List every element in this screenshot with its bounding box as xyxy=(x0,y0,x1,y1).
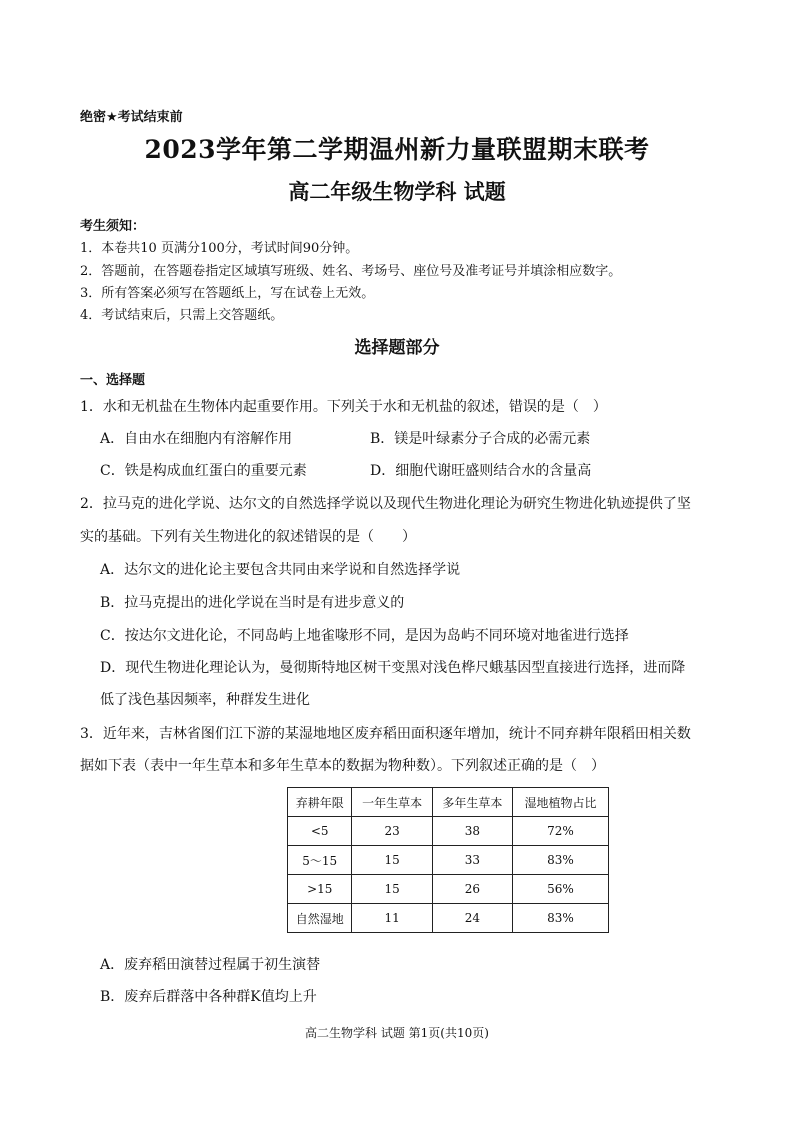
table-cell: 15 xyxy=(352,875,432,904)
table-cell: 83% xyxy=(512,904,608,933)
question-3-stem: 据如下表（表中一年生草本和多年生草本的数据为物种数）。下列叙述正确的是（ ） xyxy=(80,758,605,774)
section-title: 选择题部分 xyxy=(354,338,440,358)
question-3-option-a: A．废弃稻田演替过程属于初生演替 xyxy=(100,957,321,973)
page-footer: 高二生物学科 试题 第1页(共10页) xyxy=(305,1026,489,1040)
confidential-label: 绝密★考试结束前 xyxy=(80,110,183,125)
table-cell: 72% xyxy=(512,817,608,846)
question-2-option-b: B．拉马克提出的进化学说在当时是有进步意义的 xyxy=(100,595,405,611)
question-2-option-d: D．现代生物进化理论认为，曼彻斯特地区树干变黑对浅色桦尺蛾基因型直接进行选择，进而降 xyxy=(100,660,686,676)
table-row xyxy=(288,846,609,875)
table-cell: 11 xyxy=(352,904,432,933)
table-header-cell: 弃耕年限 xyxy=(288,788,352,817)
question-1-option-c: C．铁是构成血红蛋白的重要元素 xyxy=(100,463,307,479)
abandoned-field-table xyxy=(287,787,609,933)
table-cell: <5 xyxy=(288,817,352,846)
question-2-stem: 2．拉马克的进化学说、达尔文的自然选择学说以及现代生物进化理论为研究生物进化轨迹提供了坚 xyxy=(80,496,691,512)
question-1-option-d: D．细胞代谢旺盛则结合水的含量高 xyxy=(370,463,592,479)
table-cell: 83% xyxy=(512,846,608,875)
question-2-option-d: 低了浅色基因频率，种群发生进化 xyxy=(100,692,310,708)
table-cell: 33 xyxy=(432,846,512,875)
notice-item: 4．考试结束后，只需上交答题纸。 xyxy=(80,308,284,323)
question-3-stem: 3．近年来，吉林省图们江下游的某湿地地区废弃稻田面积逐年增加，统计不同弃耕年限稻田相关数 xyxy=(80,726,691,742)
table-cell: 38 xyxy=(432,817,512,846)
table-cell: 5～15 xyxy=(288,846,352,875)
exam-title: 2023学年第二学期温州新力量联盟期末联考 xyxy=(144,135,650,164)
question-2-option-a: A．达尔文的进化论主要包含共同由来学说和自然选择学说 xyxy=(100,562,461,578)
question-1-option-a: A．自由水在细胞内有溶解作用 xyxy=(100,431,293,447)
notice-heading: 考生须知： xyxy=(80,219,146,234)
question-1-stem: 1．水和无机盐在生物体内起重要作用。下列关于水和无机盐的叙述，错误的是（ ） xyxy=(80,399,607,415)
table-cell: 24 xyxy=(432,904,512,933)
table-row xyxy=(288,875,609,904)
table-row xyxy=(288,817,609,846)
notice-item: 3．所有答案必须写在答题纸上，写在试卷上无效。 xyxy=(80,286,375,301)
table-cell: 23 xyxy=(352,817,432,846)
question-2-option-c: C．按达尔文进化论，不同岛屿上地雀喙形不同，是因为岛屿不同环境对地雀进行选择 xyxy=(100,628,629,644)
table-cell: 26 xyxy=(432,875,512,904)
table-header-cell: 多年生草本 xyxy=(432,788,512,817)
notice-item: 2．答题前，在答题卷指定区域填写班级、姓名、考场号、座位号及准考证号并填涂相应数字。 xyxy=(80,264,622,279)
table-cell: 56% xyxy=(512,875,608,904)
table-cell: >15 xyxy=(288,875,352,904)
question-2-stem: 实的基础。下列有关生物进化的叙述错误的是（ ） xyxy=(80,529,416,545)
table-header-cell: 湿地植物占比 xyxy=(512,788,608,817)
question-1-option-b: B．镁是叶绿素分子合成的必需元素 xyxy=(370,431,591,447)
table-cell: 自然湿地 xyxy=(288,904,352,933)
table-row xyxy=(288,904,609,933)
question-3-option-b: B．废弃后群落中各种群K值均上升 xyxy=(100,989,317,1005)
part-label: 一、选择题 xyxy=(80,373,146,388)
table-header-row xyxy=(288,788,609,817)
table-header-cell: 一年生草本 xyxy=(352,788,432,817)
notice-item: 1．本卷共10 页满分100分，考试时间90分钟。 xyxy=(80,241,359,256)
table-cell: 15 xyxy=(352,846,432,875)
exam-subtitle: 高二年级生物学科 试题 xyxy=(288,179,506,204)
